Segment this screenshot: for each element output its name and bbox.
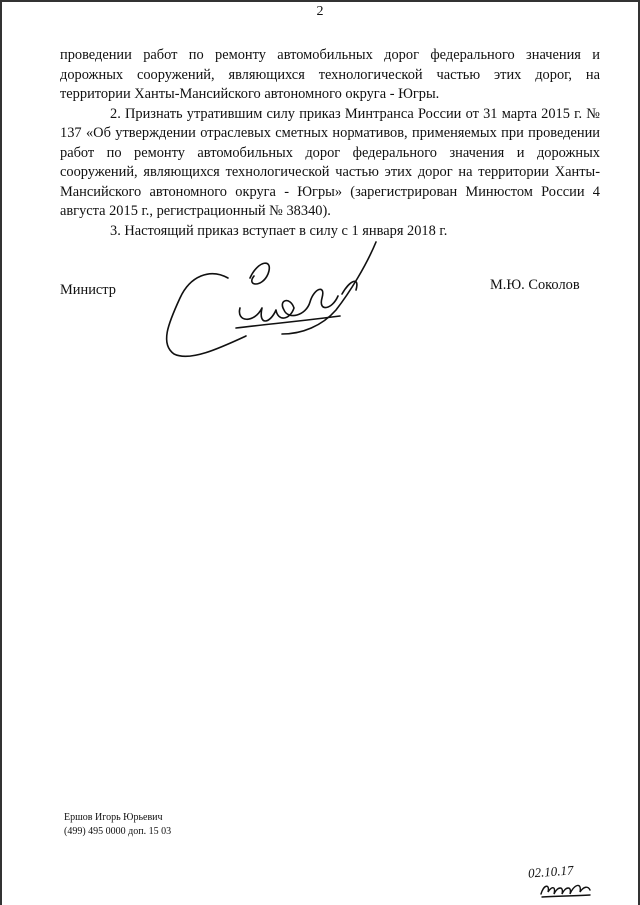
page-number: 2 xyxy=(316,4,324,19)
continuation-paragraph: проведении работ по ремонту автомобильных дорог федерального значения и дорожных сооружений, являющихся технологической частью этих дорог, на территории Ханты-Мансийского автономного округа - Югры. xyxy=(60,47,600,102)
scan-border-left xyxy=(0,0,2,905)
item-3-paragraph: 3. Настоящий приказ вступает в силу с 1 января 2018 г. xyxy=(110,222,448,239)
executor-name: Ершов Игорь Юрьевич xyxy=(64,812,163,823)
signatory-name: М.Ю. Соколов xyxy=(490,277,580,293)
handwritten-signature xyxy=(150,236,390,366)
signatory-role: Министр xyxy=(60,282,116,298)
handwritten-date: 02.10.17 xyxy=(527,862,574,881)
handwritten-initials xyxy=(538,878,593,900)
document-body xyxy=(60,46,600,241)
item-2-paragraph: 2. Признать утратившим силу приказ Минтранса России от 31 марта 2015 г. № 137 «Об утверждении отраслевых сметных нормативов, применяемых при проведении работ по ремонту автомобильных дорог федерального значения и дорожных сооружений, являющихся технологической частью этих дорог на территории Ханты-Мансийского автономного округа - Югры» (зарегистрирован Минюстом России 4 августа 2015 г., регистрационный № 38340). xyxy=(60,105,600,219)
executor-phone: (499) 495 0000 доп. 15 03 xyxy=(64,826,172,837)
scan-border-top xyxy=(0,0,640,2)
